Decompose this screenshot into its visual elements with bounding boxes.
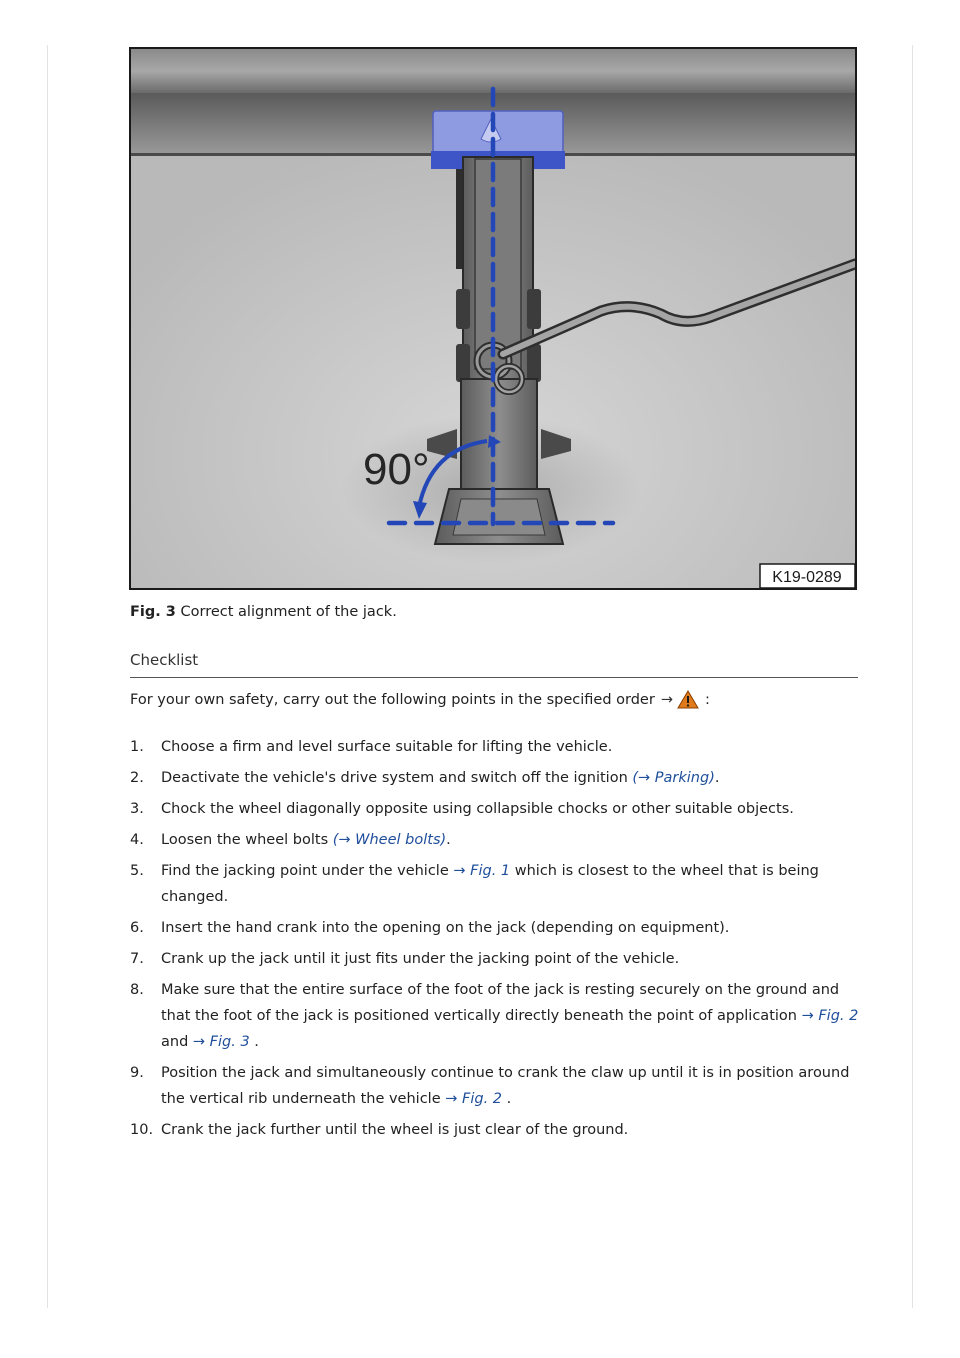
warning-triangle-icon[interactable] xyxy=(677,690,699,709)
checklist-steps xyxy=(130,734,860,1148)
page-margin-line-left xyxy=(47,45,48,1308)
checklist-intro xyxy=(130,690,710,709)
caption-text: Correct alignment of the jack. xyxy=(180,604,397,620)
list-item: 5. Find the jacking point under the vehicle → Fig. 1 which is closest to the wheel that is being changed. xyxy=(130,863,819,905)
intro-suffix: : xyxy=(704,691,710,708)
link-parking[interactable]: (→ Parking) xyxy=(632,770,715,786)
list-item: 2. Deactivate the vehicle's drive system and switch off the ignition (→ Parking). xyxy=(130,770,720,786)
list-item: 7. Crank up the jack until it just fits under the jacking point of the vehicle. xyxy=(130,951,680,967)
section-divider xyxy=(130,677,858,678)
list-item: 10. Crank the jack further until the wheel is just clear of the ground. xyxy=(130,1122,629,1138)
link-fig-1[interactable]: → Fig. 1 xyxy=(453,863,511,879)
page-margin-line-right xyxy=(912,45,913,1308)
intro-text: For your own safety, carry out the following points in the specified order xyxy=(130,691,655,708)
link-fig-2[interactable]: → Fig. 2 xyxy=(445,1091,503,1107)
list-item: 1. Choose a firm and level surface suitable for lifting the vehicle. xyxy=(130,739,613,755)
arrow-right-icon: → xyxy=(660,691,673,708)
list-item: 4. Loosen the wheel bolts (→ Wheel bolts). xyxy=(130,832,451,848)
list-item: 9. Position the jack and simultaneously continue to crank the claw up until it is in position around the vertical rib underneath the vehicle → Fig. 2 . xyxy=(130,1065,850,1107)
link-fig-2[interactable]: → Fig. 2 xyxy=(801,1008,859,1024)
image-code: K19-0289 xyxy=(772,569,842,586)
list-item: 3. Chock the wheel diagonally opposite using collapsible chocks or other suitable objects. xyxy=(130,801,794,817)
jack-alignment-figure xyxy=(129,47,857,590)
list-item: 8. Make sure that the entire surface of the foot of the jack is resting securely on the ground and that the foot of the jack is positioned vertically directly beneath the point of application → Fig. 2 and → Fig. 3 . xyxy=(130,982,859,1050)
caption-number: Fig. 3 xyxy=(130,604,176,620)
link-wheel-bolts[interactable]: (→ Wheel bolts) xyxy=(332,832,447,848)
figure-caption xyxy=(130,604,397,620)
section-title: Checklist xyxy=(130,651,199,669)
list-item: 6. Insert the hand crank into the opening on the jack (depending on equipment). xyxy=(130,920,730,936)
angle-label: 90° xyxy=(363,445,430,494)
link-fig-3[interactable]: → Fig. 3 xyxy=(192,1034,250,1050)
